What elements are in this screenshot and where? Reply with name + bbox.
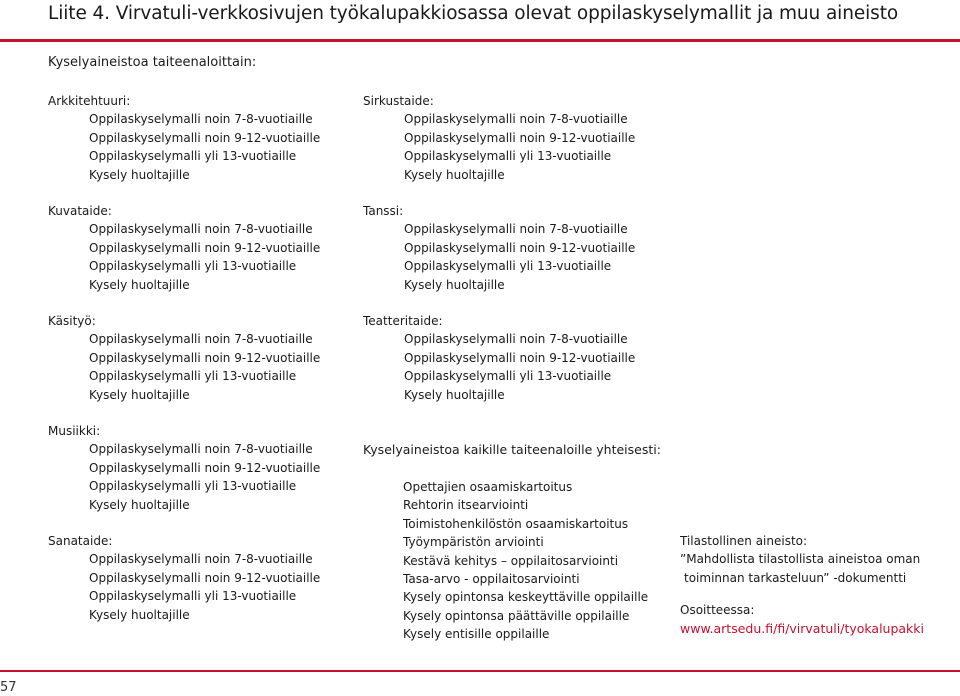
section-heading: Kuvataide: — [48, 204, 112, 218]
list-item[interactable]: Toimistohenkilöstön osaamiskartoitus — [403, 516, 629, 531]
section-subtitle: Kyselyaineistoa taiteenaloittain: — [48, 55, 257, 70]
section-heading: Musiikki: — [48, 424, 101, 438]
list-item[interactable]: Oppilaskyselymalli noin 9-12-vuotiaille — [89, 460, 321, 475]
section-teatteritaide — [363, 312, 635, 404]
section-heading: Arkkitehtuuri: — [48, 94, 131, 108]
list-item[interactable]: Kysely huoltajille — [89, 277, 190, 292]
list-item[interactable]: Oppilaskyselymalli noin 9-12-vuotiaille — [89, 240, 321, 255]
list-item[interactable]: Oppilaskyselymalli yli 13-vuotiaille — [89, 369, 297, 384]
survey-list — [363, 110, 635, 184]
stats-block — [680, 532, 924, 638]
list-item[interactable]: Kysely huoltajille — [404, 387, 505, 402]
page-title: Liite 4. Virvatuli-verkkosivujen työkalupakkiosassa olevat oppilaskyselymallit ja muu aineisto — [48, 3, 899, 24]
list-item[interactable]: Oppilaskyselymalli noin 7-8-vuotiaille — [89, 332, 313, 347]
survey-list — [363, 220, 635, 294]
list-item[interactable]: Kysely huoltajille — [404, 277, 505, 292]
section-musiikki — [48, 422, 320, 514]
list-item[interactable]: Kysely opintonsa päättäville oppilaille — [403, 608, 630, 623]
list-item[interactable]: Oppilaskyselymalli noin 9-12-vuotiaille — [89, 130, 321, 145]
spacer — [680, 587, 924, 601]
list-item[interactable]: Opettajien osaamiskartoitus — [403, 480, 573, 494]
list-item[interactable]: Työympäristön arviointi — [403, 535, 544, 550]
list-item[interactable]: Oppilaskyselymalli yli 13-vuotiaille — [404, 369, 612, 384]
list-item[interactable]: Oppilaskyselymalli yli 13-vuotiaille — [404, 259, 612, 274]
section-heading: Sanataide: — [48, 534, 113, 548]
all-arts-heading: Kyselyaineistoa kaikille taiteenaloille yhteisesti: — [363, 442, 661, 457]
list-item[interactable]: Kysely entisille oppilaille — [403, 627, 550, 642]
list-item[interactable]: Oppilaskyselymalli noin 7-8-vuotiaille — [89, 442, 313, 457]
list-item[interactable]: Oppilaskyselymalli yli 13-vuotiaille — [89, 259, 297, 274]
section-kuvataide — [48, 202, 320, 294]
section-heading: Käsityö: — [48, 314, 96, 328]
list-item[interactable]: Oppilaskyselymalli noin 7-8-vuotiaille — [89, 112, 313, 127]
toolkit-link[interactable]: www.artsedu.fi/fi/virvatuli/tyokalupakki — [680, 620, 925, 636]
list-item[interactable]: Kysely huoltajille — [89, 167, 190, 182]
page-number: 57 — [0, 680, 17, 695]
section-arkkitehtuuri — [48, 92, 320, 184]
top-divider — [0, 39, 960, 42]
stats-document-line2: toiminnan tarkasteluun” -dokumentti — [684, 570, 907, 585]
bottom-divider — [0, 670, 960, 672]
section-sirkustaide — [363, 92, 635, 184]
list-item[interactable]: Kysely huoltajille — [89, 387, 190, 402]
list-item[interactable]: Rehtorin itsearviointi — [403, 498, 529, 513]
survey-list — [48, 440, 320, 514]
list-item[interactable]: Kysely huoltajille — [404, 167, 505, 182]
list-item[interactable]: Oppilaskyselymalli noin 9-12-vuotiaille — [404, 350, 636, 365]
list-item[interactable]: Kysely huoltajille — [89, 607, 190, 622]
list-item[interactable]: Kestävä kehitys – oppilaitosarviointi — [403, 553, 619, 568]
survey-list — [48, 550, 320, 624]
list-item[interactable]: Oppilaskyselymalli noin 7-8-vuotiaille — [404, 332, 628, 347]
section-heading: Tanssi: — [363, 204, 404, 218]
section-kasityo — [48, 312, 320, 404]
list-item[interactable]: Oppilaskyselymalli yli 13-vuotiaille — [89, 149, 297, 164]
list-item[interactable]: Oppilaskyselymalli noin 7-8-vuotiaille — [89, 222, 313, 237]
section-sanataide — [48, 532, 320, 624]
list-item[interactable]: Tasa-arvo - oppilaitosarviointi — [403, 572, 580, 587]
list-item[interactable]: Kysely huoltajille — [89, 497, 190, 512]
list-item[interactable]: Oppilaskyselymalli noin 7-8-vuotiaille — [89, 552, 313, 567]
section-heading: Sirkustaide: — [363, 94, 434, 108]
list-item[interactable]: Oppilaskyselymalli noin 7-8-vuotiaille — [404, 112, 628, 127]
survey-list — [363, 330, 635, 404]
list-item[interactable]: Oppilaskyselymalli noin 9-12-vuotiaille — [404, 130, 636, 145]
survey-list — [48, 220, 320, 294]
survey-list — [48, 330, 320, 404]
section-heading: Teatteritaide: — [363, 314, 443, 328]
list-item[interactable]: Kysely opintonsa keskeyttäville oppilaille — [403, 590, 649, 605]
section-tanssi — [363, 202, 635, 294]
address-label: Osoitteessa: — [680, 603, 755, 618]
list-item[interactable]: Oppilaskyselymalli yli 13-vuotiaille — [89, 479, 297, 494]
list-item[interactable]: Oppilaskyselymalli noin 9-12-vuotiaille — [404, 240, 636, 255]
list-item[interactable]: Oppilaskyselymalli noin 9-12-vuotiaille — [89, 350, 321, 365]
list-item[interactable]: Oppilaskyselymalli noin 7-8-vuotiaille — [404, 222, 628, 237]
list-item[interactable]: Oppilaskyselymalli noin 9-12-vuotiaille — [89, 570, 321, 585]
stats-document-line1: ”Mahdollista tilastollista aineistoa oman — [680, 552, 921, 567]
survey-list — [48, 110, 320, 184]
stats-heading: Tilastollinen aineisto: — [680, 534, 808, 548]
all-arts-list — [403, 478, 648, 644]
list-item[interactable]: Oppilaskyselymalli yli 13-vuotiaille — [89, 589, 297, 604]
list-item[interactable]: Oppilaskyselymalli yli 13-vuotiaille — [404, 149, 612, 164]
